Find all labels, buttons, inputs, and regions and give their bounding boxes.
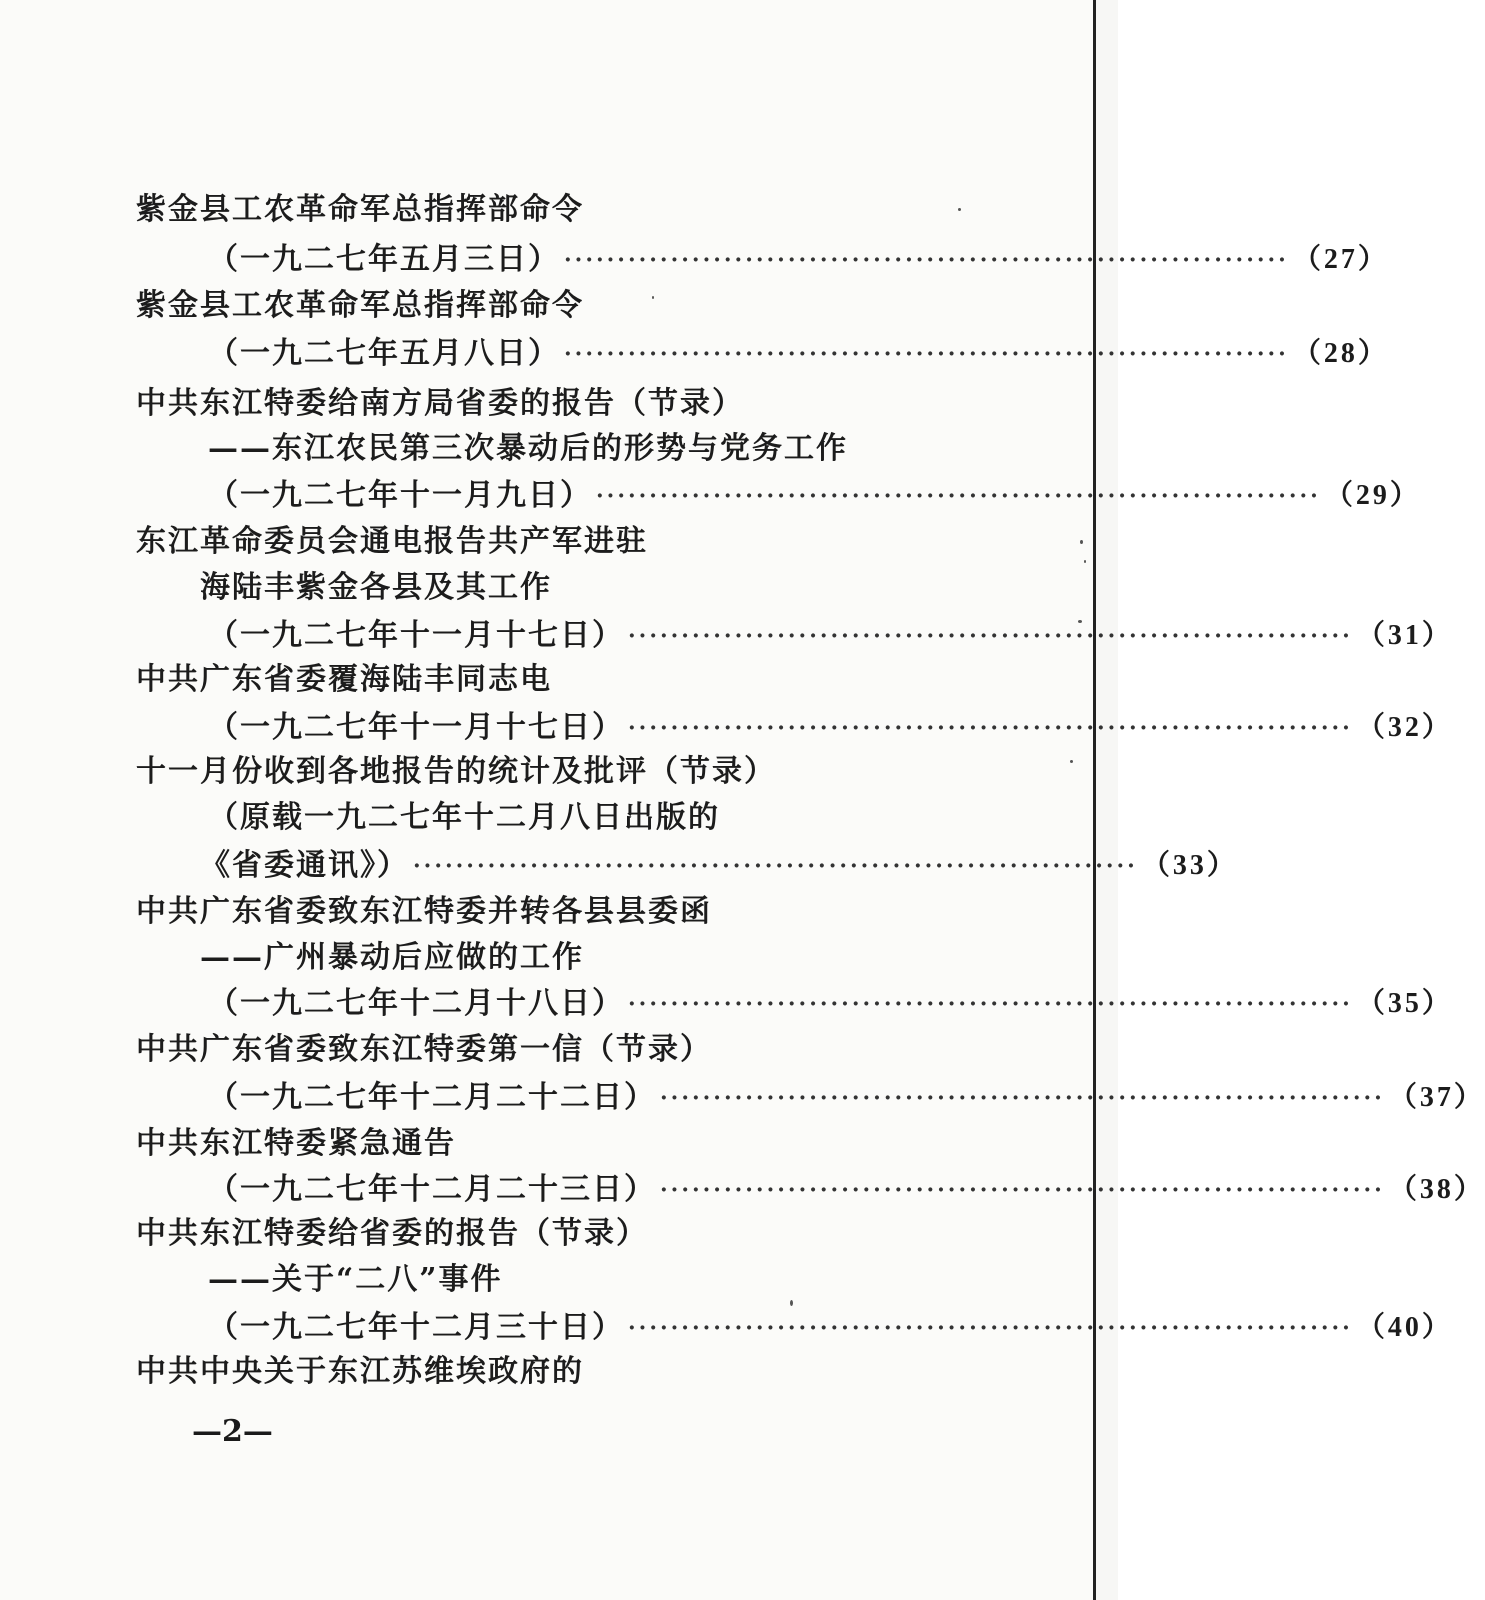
scan-speck bbox=[1080, 540, 1083, 544]
toc-entry-date-row bbox=[208, 1074, 1485, 1122]
toc-entry-title: 东江革命委员会通电报告共产军进驻 bbox=[136, 524, 648, 559]
scan-speck bbox=[1070, 760, 1073, 763]
toc-entry-date: （一九二七年十二月二十二日） bbox=[208, 1080, 656, 1115]
dot-leader: ···································································· bbox=[628, 991, 1353, 1017]
page-number-footer: —2— bbox=[192, 1414, 273, 1449]
scan-speck bbox=[790, 1300, 793, 1306]
toc-entry-title: 中共广东省委致东江特委并转各县县委函 bbox=[136, 894, 712, 929]
toc-entry-title: 紫金县工农革命军总指挥部命令 bbox=[136, 288, 584, 323]
toc-entry-date: （一九二七年五月三日） bbox=[208, 242, 560, 277]
toc-page-number: （29） bbox=[1324, 480, 1421, 511]
toc-entry-subtitle: ——东江农民第三次暴动后的形势与党务工作 bbox=[208, 431, 848, 466]
toc-entry-title: 中共中央关于东江苏维埃政府的 bbox=[136, 1354, 584, 1389]
toc-entry-date: （一九二七年十二月三十日） bbox=[208, 1310, 624, 1345]
toc-entry-title: 中共广东省委致东江特委第一信（节录） bbox=[136, 1032, 712, 1067]
toc-entry-date: （一九二七年十一月十七日） bbox=[208, 710, 624, 745]
toc-entry-date-row bbox=[208, 236, 1389, 284]
toc-entry-date: （一九二七年十二月二十三日） bbox=[208, 1172, 656, 1207]
toc-entry-date-row bbox=[208, 1166, 1485, 1214]
toc-entry-title: 中共广东省委覆海陆丰同志电 bbox=[136, 662, 552, 697]
toc-page-number: （37） bbox=[1388, 1082, 1485, 1113]
toc-page-number: （31） bbox=[1356, 620, 1453, 651]
scan-speck bbox=[652, 296, 654, 299]
toc-entry-title: 中共东江特委给省委的报告（节录） bbox=[136, 1216, 648, 1251]
toc-page-number: （28） bbox=[1292, 338, 1389, 369]
toc-entry-date-row bbox=[208, 472, 1421, 520]
toc-entry-title: 紫金县工农革命军总指挥部命令 bbox=[136, 192, 584, 227]
dot-leader: ···································································· bbox=[564, 247, 1289, 273]
toc-page-number: （32） bbox=[1356, 712, 1453, 743]
dot-leader: ···································································· bbox=[413, 853, 1138, 879]
toc-entry-date-row bbox=[208, 980, 1453, 1028]
dot-leader: ···································································· bbox=[628, 1315, 1353, 1341]
dot-leader: ···································································· bbox=[628, 715, 1353, 741]
scan-speck bbox=[1084, 560, 1086, 563]
toc-page-number: （40） bbox=[1356, 1312, 1453, 1343]
toc-entry-subtitle: 海陆丰紫金各县及其工作 bbox=[200, 570, 552, 605]
toc-page-number: （27） bbox=[1292, 244, 1389, 275]
toc-entry-title: 十一月份收到各地报告的统计及批评（节录） bbox=[136, 754, 776, 789]
toc-entry-date: （一九二七年十二月十八日） bbox=[208, 986, 624, 1021]
scan-speck bbox=[958, 208, 961, 211]
toc-page-number: （35） bbox=[1356, 988, 1453, 1019]
dot-leader: ···································································· bbox=[660, 1177, 1385, 1203]
scan-speck bbox=[1078, 620, 1082, 623]
dot-leader: ···································································· bbox=[564, 341, 1289, 367]
toc-entry-title: 中共东江特委给南方局省委的报告（节录） bbox=[136, 386, 744, 421]
toc-entry-date: （一九二七年五月八日） bbox=[208, 336, 560, 371]
toc-entry-date: 《省委通讯》） bbox=[200, 848, 409, 883]
toc-entry-date: （一九二七年十一月十七日） bbox=[208, 618, 624, 653]
toc-entry-subtitle: （原载一九二七年十二月八日出版的 bbox=[208, 800, 720, 835]
dot-leader: ···································································· bbox=[628, 623, 1353, 649]
toc-entry-date-row bbox=[208, 1304, 1453, 1352]
toc-entry-date-row bbox=[200, 842, 1238, 890]
toc-entry-date-row bbox=[208, 612, 1453, 660]
toc-entry-date-row bbox=[208, 704, 1453, 752]
toc-page-number: （33） bbox=[1141, 850, 1238, 881]
toc-entry-subtitle: ——关于“二八”事件 bbox=[208, 1262, 503, 1297]
dot-leader: ···································································· bbox=[596, 483, 1321, 509]
toc-entry-date: （一九二七年十一月九日） bbox=[208, 478, 592, 513]
toc-page-number: （38） bbox=[1388, 1174, 1485, 1205]
toc-entry-date-row bbox=[208, 330, 1389, 378]
toc-entry-subtitle: ——广州暴动后应做的工作 bbox=[200, 940, 584, 975]
toc-entry-title: 中共东江特委紧急通告 bbox=[136, 1126, 456, 1161]
dot-leader: ···································································· bbox=[660, 1085, 1385, 1111]
